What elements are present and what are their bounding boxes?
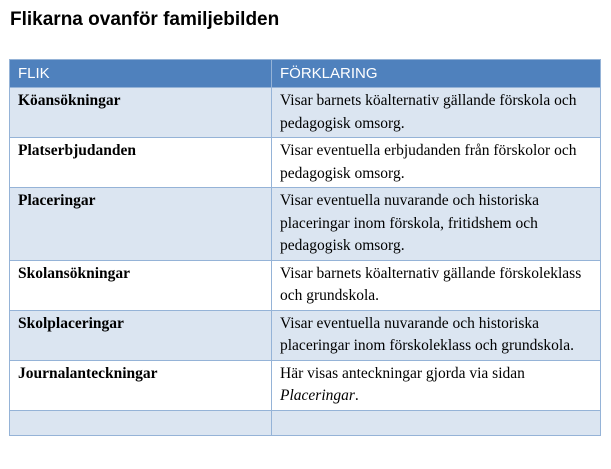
tabs-table	[9, 59, 601, 436]
tab-explanation-cell: Visar barnets köalternativ gällande förskola och pedagogisk omsorg.	[272, 88, 601, 138]
tab-name-cell: Placeringar	[10, 188, 272, 261]
table-header-row	[10, 60, 601, 88]
tab-name-cell: Köansökningar	[10, 88, 272, 138]
tab-name-cell: Skolansökningar	[10, 260, 272, 310]
table-row	[10, 360, 601, 410]
tab-name-cell: Skolplaceringar	[10, 310, 272, 360]
table-row	[10, 188, 601, 261]
explanation-italic-text: Placeringar	[280, 387, 355, 404]
tab-explanation-cell	[272, 410, 601, 435]
tab-explanation-cell: Visar eventuella erbjudanden från förskolor och pedagogisk omsorg.	[272, 138, 601, 188]
explanation-end-text: .	[354, 387, 359, 404]
tab-explanation-cell: Visar barnets köalternativ gällande förskoleklass och grundskola.	[272, 260, 601, 310]
table-row	[10, 310, 601, 360]
column-header-flik: FLIK	[10, 60, 272, 88]
table-row-empty	[10, 410, 601, 435]
tab-name-cell: Journalanteckningar	[10, 360, 272, 410]
page-title: Flikarna ovanför familjebilden	[10, 9, 280, 30]
column-header-forklaring: FÖRKLARING	[272, 60, 601, 88]
tab-explanation-cell: Visar eventuella nuvarande och historiska placeringar inom förskola, fritidshem och pedagogisk omsorg.	[272, 188, 601, 261]
tab-name-cell	[10, 410, 272, 435]
tab-name-cell: Platserbjudanden	[10, 138, 272, 188]
tab-explanation-cell: Visar eventuella nuvarande och historiska placeringar inom förskoleklass och grundskola.	[272, 310, 601, 360]
tabs-table-container	[9, 59, 600, 436]
tab-explanation-cell	[272, 360, 601, 410]
table-row	[10, 88, 601, 138]
table-row	[10, 138, 601, 188]
table-row	[10, 260, 601, 310]
explanation-text: Här visas anteckningar gjorda via sidan	[280, 364, 525, 382]
